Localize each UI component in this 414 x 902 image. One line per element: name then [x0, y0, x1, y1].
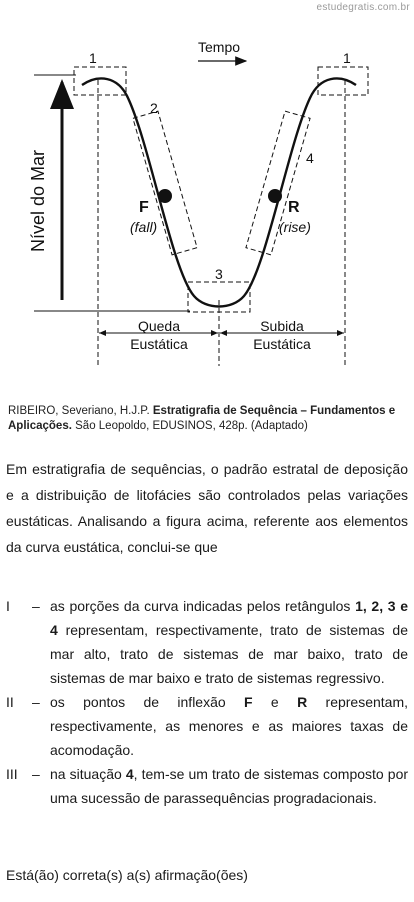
eustatic-curve-figure	[0, 0, 414, 400]
point-f-meaning: (fall)	[130, 219, 158, 235]
box-label-3: 3	[215, 266, 223, 282]
statement-iii	[6, 762, 408, 810]
statement-body: na situação 4, tem-se um trato de sistemas composto por uma sucessão de parassequências progradacionais.	[50, 766, 409, 806]
statement-body: os pontos de inflexão F e R representam, respectivamente, as menores e as maiores taxas de acomodação.	[50, 694, 409, 758]
phase-right-line1: Subida	[260, 318, 304, 334]
statement-number: II	[6, 694, 14, 710]
x-axis-label: Tempo	[198, 39, 241, 55]
y-axis-label: Nível do Mar	[28, 149, 48, 252]
source-publisher: São Leopoldo, EDUSINOS, 428p. (Adaptado)	[75, 420, 308, 432]
question-intro: Em estratigrafia de sequências, o padrão estratal de deposição e a distribuição de litofácies são controlados pelas variações eustáticas. Analisando a figura acima, referente aos elementos da curva eustática, conclui-se que	[6, 461, 408, 555]
box-1-left	[74, 67, 126, 95]
phase-left-line1: Queda	[137, 318, 181, 334]
statement-dash: –	[32, 694, 40, 710]
statement-i	[6, 594, 408, 690]
watermark: estudegratis.com.br	[316, 2, 410, 13]
source-authors: RIBEIRO, Severiano, H.J.P.	[8, 405, 150, 417]
box-label-4: 4	[306, 150, 314, 166]
phase-right-line2: Eustática	[253, 336, 311, 352]
inflection-point-f	[158, 189, 172, 203]
statement-body: as porções da curva indicadas pelos retângulos 1, 2, 3 e 4 representam, respectivamente, trato de sistemas de mar alto, trato de sistemas de mar baixo, trato de sistemas de mar baixo e trato de sistemas regressivo.	[50, 598, 409, 686]
figure-source	[8, 404, 406, 434]
box-label-1-right: 1	[343, 50, 351, 66]
statements-list	[6, 594, 408, 810]
question-prompt: Está(ão) correta(s) a(s) afirmação(ões)	[6, 867, 248, 883]
statement-dash: –	[32, 766, 40, 782]
statement-dash: –	[32, 598, 40, 614]
source-title: Estratigrafia de Sequência – Fundamentos e Aplicações.	[8, 405, 396, 432]
box-label-1-left: 1	[89, 50, 97, 66]
point-r-meaning: (rise)	[279, 219, 311, 235]
statement-ii	[6, 690, 408, 762]
statement-number: III	[6, 766, 18, 782]
point-r-letter: R	[288, 199, 300, 216]
box-label-2: 2	[150, 100, 158, 116]
phase-left-line2: Eustática	[130, 336, 188, 352]
point-f-letter: F	[139, 199, 149, 216]
inflection-point-r	[268, 189, 282, 203]
statement-number: I	[6, 598, 10, 614]
